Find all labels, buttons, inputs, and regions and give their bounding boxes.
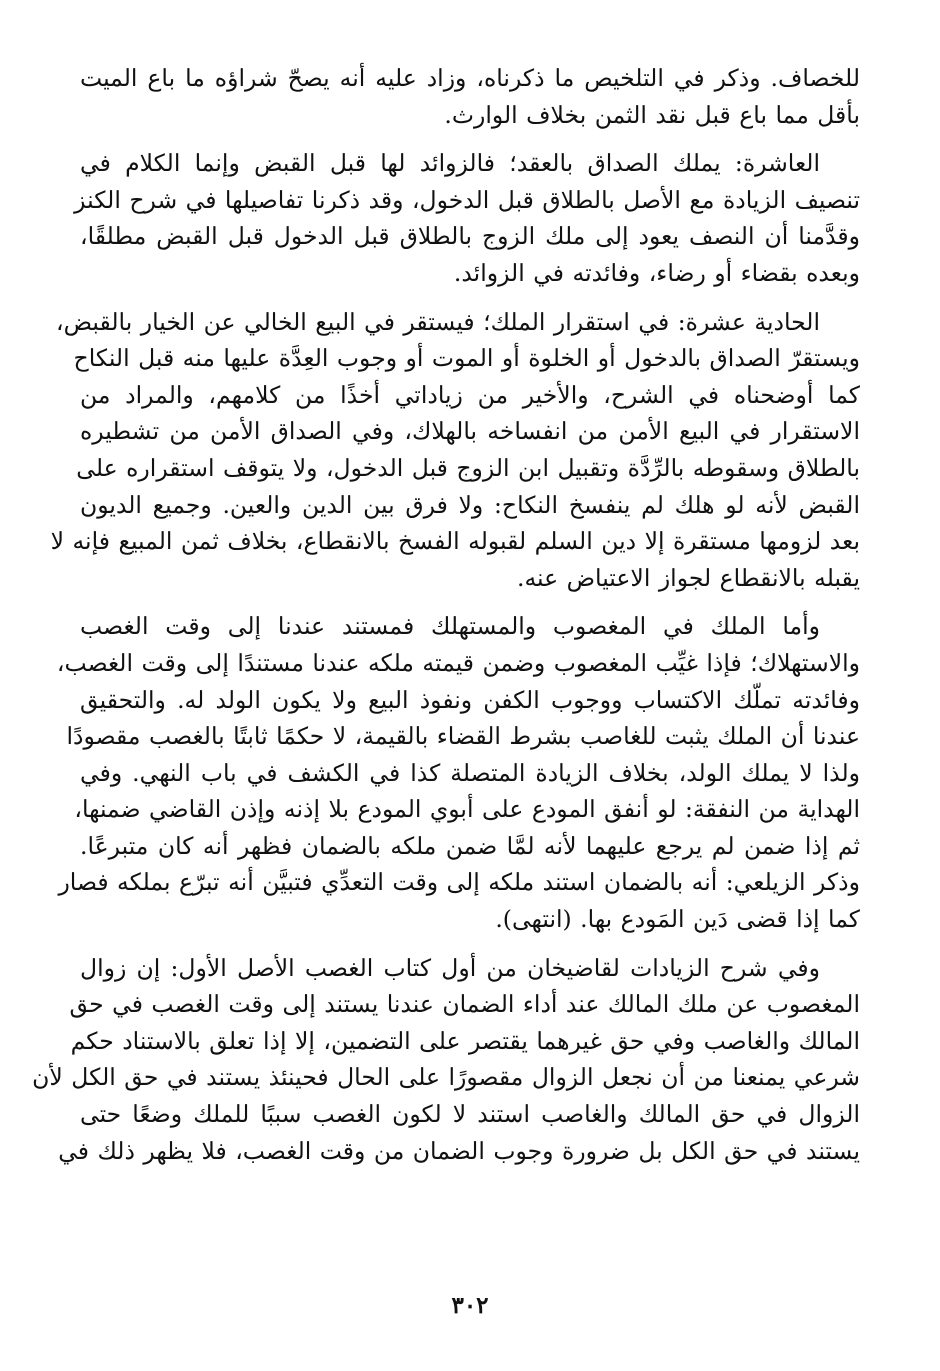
paragraph-5 xyxy=(32,950,860,1170)
text-line: القبض لأنه لو هلك لم ينفسخ النكاح: ولا فرق بين الدين والعين. وجميع الديون xyxy=(80,490,860,519)
text-line: الزوال في حق المالك والغاصب استند لا لكون الغصب سببًا للملك وضعًا حتى xyxy=(80,1100,860,1129)
text-line: للخصاف. وذكر في التلخيص ما ذكرناه، وزاد عليه أنه يصحّ شراؤه ما باع الميت xyxy=(80,64,860,92)
text-line: يستند في حق الكل بل ضرورة وجوب الضمان من وقت الغصب، فلا يظهر ذلك في xyxy=(58,1136,860,1165)
text-line: تنصيف الزيادة مع الأصل بالطلاق قبل الدخول، وقد ذكرنا تفاصيلها في شرح الكنز xyxy=(74,185,860,214)
page-number: ٣٠٢ xyxy=(451,1292,489,1319)
text-line: عندنا أن الملك يثبت للغاصب بشرط القضاء بالقيمة، لا حكمًا ثابتًا بالغصب مقصودًا xyxy=(66,722,860,751)
text-line: وفائدته تملّك الاكتساب ووجوب الكفن ونفوذ البيع ولا يكون الولد له. والتحقيق xyxy=(80,685,860,714)
text-line: والاستهلاك؛ فإذا غيِّب المغصوب وضمن قيمته ملكه عندنا مستندًا إلى وقت الغصب، xyxy=(56,648,860,677)
text-line: المغصوب عن ملك المالك عند أداء الضمان عندنا يستند إلى وقت الغصب في حق xyxy=(69,990,860,1019)
text-line: ثم إذا ضمن لم يرجع عليهما لأنه لمَّا ضمن ملكه بالضمان فظهر أنه كان متبرعًا. xyxy=(80,831,860,860)
text-line: كما أوضحناه في الشرح، والأخير من زياداتي أخذًا من كلامهم، والمراد من xyxy=(80,380,860,409)
text-line: يقبله بالانقطاع لجواز الاعتياض عنه. xyxy=(516,563,860,592)
text-line: بأقل مما باع قبل نقد الثمن بخلاف الوارث. xyxy=(444,100,860,129)
text-line: وقدَّمنا أن النصف يعود إلى ملك الزوج بالطلاق قبل الدخول قبل القبض مطلقًا، xyxy=(80,222,860,251)
text-line: الاستقرار في البيع الأمن من انفساخه بالهلاك، وفي الصداق الأمن من تشطيره xyxy=(80,417,860,446)
main-text xyxy=(32,60,860,1181)
paragraph-1 xyxy=(80,60,860,133)
text-line: العاشرة: يملك الصداق بالعقد؛ فالزوائد لها قبل القبض وإنما الكلام في xyxy=(80,149,820,178)
text-line: بالطلاق وسقوطه بالرِّدَّة وتقبيل ابن الزوج قبل الدخول، ولا يتوقف استقراره على xyxy=(76,453,860,482)
text-line: ولذا لا يملك الولد، بخلاف الزيادة المتصلة كذا في الكشف في باب النهي. وفي xyxy=(80,758,860,787)
text-line: وذكر الزيلعي: أنه بالضمان استند ملكه إلى وقت التعدِّي فتبيَّن أنه تبرّع بملكه فصار xyxy=(58,868,860,897)
text-line: ويستقرّ الصداق بالدخول أو الخلوة أو الموت أو وجوب العِدَّة عليها منه قبل النكاح xyxy=(73,344,860,373)
text-line: وبعده بقضاء أو رضاء، وفائدته في الزوائد. xyxy=(453,258,860,287)
text-line: الهداية من النفقة: لو أنفق المودع على أبوي المودع بلا إذنه وإذن القاضي ضمنها، xyxy=(74,795,860,824)
text-line: بعد لزومها مستقرة إلا دين السلم لقبوله الفسخ بالانقطاع، بخلاف ثمن المبيع فإنه لا xyxy=(50,527,860,556)
text-line: كما إذا قضى دَين المَودع بها. (انتهى). xyxy=(495,905,860,934)
text-line: وفي شرح الزيادات لقاضيخان من أول كتاب الغصب الأصل الأول: إن زوال xyxy=(80,953,820,982)
text-line: وأما الملك في المغصوب والمستهلك فمستند عندنا إلى وقت الغصب xyxy=(80,612,820,641)
paragraph-2 xyxy=(74,145,860,291)
text-line: شرعي يمنعنا من أن نجعل الزوال مقصورًا على الحال فحينئذ يستند في حق الكل لأن xyxy=(32,1063,860,1092)
paragraph-4 xyxy=(56,608,860,937)
text-line: الحادية عشرة: في استقرار الملك؛ فيستقر في البيع الخالي عن الخيار بالقبض، xyxy=(56,307,820,336)
text-line: المالك والغاصب وفي حق غيرهما يقتصر على التضمين، إلا إذا تعلق بالاستناد حكم xyxy=(70,1026,860,1055)
paragraph-3 xyxy=(50,304,860,597)
